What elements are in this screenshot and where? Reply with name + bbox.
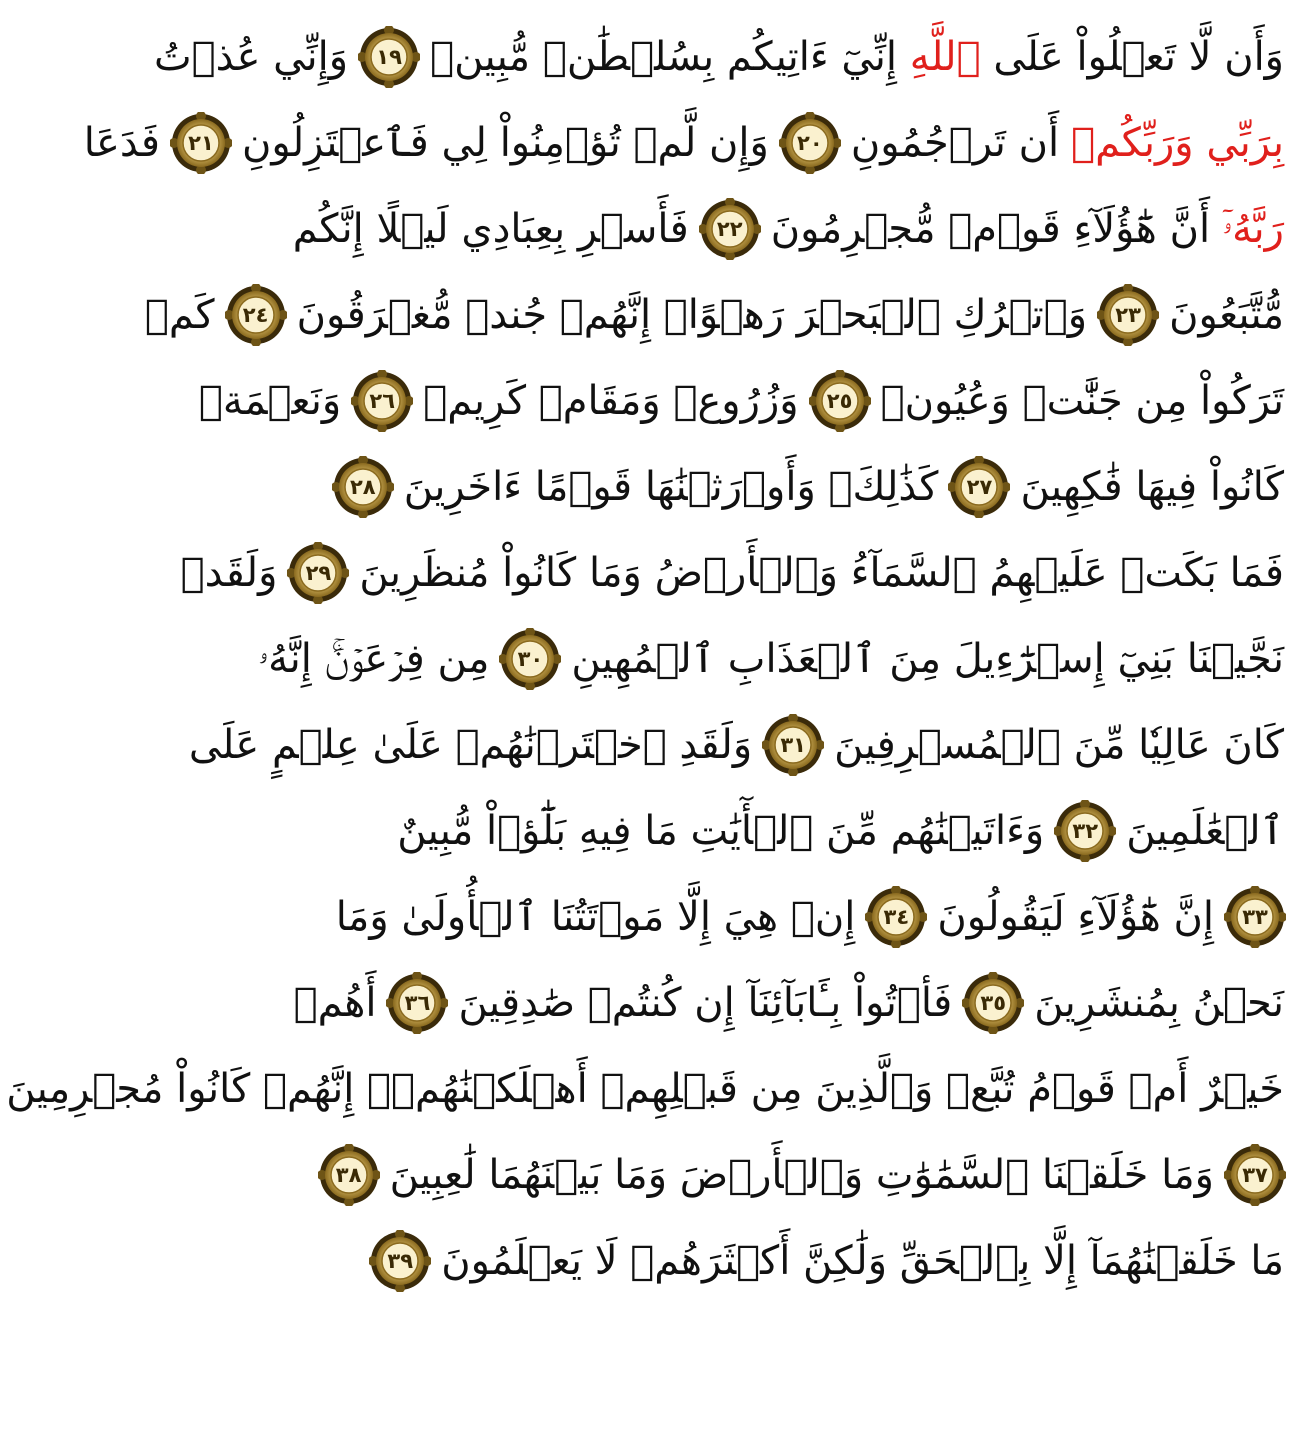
verse-text-27-start: وَنَعۡمَةٖ [198,378,342,424]
verse-text-red-rabbahu: رَبَّهُۥٓ [1222,206,1284,252]
verse-text-21: وَإِن لَّمۡ تُؤۡمِنُواْ لِي فَٱعۡتَزِلُونِ [241,120,769,166]
ayah-marker-36: ٣٦ [386,972,448,1034]
ayah-marker-19: ١٩ [358,26,420,88]
verse-text-28: كَذَٰلِكَۖ وَأَوۡرَثۡنَٰهَا قَوۡمًا ءَاخَرِينَ [403,464,939,510]
ayah-marker-29: ٢٩ [287,542,349,604]
verse-text-35-start: إِنۡ هِيَ إِلَّا مَوۡتَتُنَا ٱلۡأُولَىٰ وَمَا [335,894,856,940]
verse-text-33: وَءَاتَيۡنَٰهُم مِّنَ ٱلۡأٓيَٰتِ مَا فِيهِ بَلَٰٓؤٞاْ مُّبِينٌ [397,808,1045,854]
ayah-marker-24: ٢٤ [225,284,287,346]
verse-text-31-end: كَانَ عَالِيٗا مِّنَ ٱلۡمُسۡرِفِينَ [834,722,1284,768]
text-line-11 [335,874,1290,960]
divine-name: ٱللَّهِ [909,34,981,80]
verse-text-32-start: وَلَقَدِ ٱخۡتَرۡنَٰهُمۡ عَلَىٰ عِلۡمٍ عَلَى [188,722,753,768]
ayah-marker-38: ٣٨ [318,1144,380,1206]
text-line-1 [153,14,1290,100]
verse-text-23-start: فَأَسۡرِ بِعِبَادِي لَيۡلًا إِنَّكُم [292,206,689,252]
verse-text-30-start: وَلَقَدۡ [180,550,278,596]
verse-text-18-end: وَأَن لَّا تَعۡلُواْ عَلَى ٱللَّهِ إِنِّيٓ ءَاتِيكُم بِسُلۡطَٰنٖ مُّبِينٖ [430,34,1284,80]
verse-text-31-start: مِن فِرۡعَوۡنَۚ إِنَّهُۥ [258,636,490,682]
ayah-marker-22: ٢٢ [699,198,761,260]
verse-text-30-end: نَجَّيۡنَا بَنِيٓ إِسۡرَٰٓءِيلَ مِنَ ٱلۡعَذَابِ ٱلۡمُهِينِ [571,636,1284,682]
text-line-5 [198,358,1290,444]
verse-text-20-end: أَن تَرۡجُمُونِ [850,120,1060,166]
verse-text-39: مَا خَلَقۡنَٰهُمَآ إِلَّا بِٱلۡحَقِّ وَلَٰكِنَّ أَكۡثَرَهُمۡ لَا يَعۡلَمُونَ [441,1238,1284,1284]
verse-text-35-end: نَحۡنُ بِمُنشَرِينَ [1034,980,1284,1026]
text-line-13 [6,1046,1290,1132]
text-line-2 [83,100,1290,186]
ayah-marker-39: ٣٩ [369,1230,431,1292]
ayah-marker-21: ٢١ [170,112,232,174]
verse-text-23-end: مُّتَّبَعُونَ [1169,292,1284,338]
text-line-6 [349,444,1290,530]
verse-text-20-start: وَإِنِّي عُذۡتُ [153,34,349,80]
verse-text-25-start: كَمۡ [144,292,215,338]
verse-text-34: إِنَّ هَٰٓؤُلَآءِ لَيَقُولُونَ [937,894,1214,940]
text-line-10 [397,788,1290,874]
ayah-marker-26: ٢٦ [351,370,413,432]
verse-text-24: وَٱتۡرُكِ ٱلۡبَحۡرَ رَهۡوًاۖ إِنَّهُمۡ جُندٞ مُّغۡرَقُونَ [296,292,1088,338]
verse-text-29: فَمَا بَكَتۡ عَلَيۡهِمُ ٱلسَّمَآءُ وَٱلۡأَرۡضُ وَمَا كَانُواْ مُنظَرِينَ [359,550,1284,596]
ayah-marker-33: ٣٣ [1224,886,1286,948]
verse-text-37-start: أَهُمۡ [293,980,377,1026]
text-line-9 [188,702,1290,788]
verse-text-36: فَأۡتُواْ بِـَٔابَآئِنَآ إِن كُنتُمۡ صَٰدِقِينَ [458,980,953,1026]
ayah-marker-30: ٣٠ [499,628,561,690]
text-line-14 [335,1132,1290,1218]
ayah-marker-34: ٣٤ [865,886,927,948]
ayah-marker-27: ٢٧ [948,456,1010,518]
verse-text-25-end: تَرَكُواْ مِن جَنَّٰتٖ وَعُيُونٖ [880,378,1284,424]
ayah-marker-37: ٣٧ [1224,1144,1286,1206]
verse-text-27-end: كَانُواْ فِيهَا فَٰكِهِينَ [1020,464,1284,510]
text-line-8 [258,616,1290,702]
verse-text-22-start: فَدَعَا [83,120,160,166]
mushaf-page [6,0,1314,1437]
ayah-marker-31: ٣١ [762,714,824,776]
text-line-7 [180,530,1290,616]
verse-text-37-end: خَيۡرٌ أَمۡ قَوۡمُ تُبَّعٖ وَٱلَّذِينَ مِن قَبۡلِهِمۡ أَهۡلَكۡنَٰهُمۡۖ إِنَّهُمۡ كَانُواْ مُجۡرِمِينَ [6,1066,1284,1112]
ayah-marker-23: ٢٣ [1097,284,1159,346]
text-line-12 [293,960,1290,1046]
ayah-marker-20: ٢٠ [779,112,841,174]
verse-text-22-end: أَنَّ هَٰٓؤُلَآءِ قَوۡمٞ مُّجۡرِمُونَ [770,206,1211,252]
ayah-marker-35: ٣٥ [962,972,1024,1034]
text-line-3 [292,186,1290,272]
verse-text-38: وَمَا خَلَقۡنَا ٱلسَّمَٰوَٰتِ وَٱلۡأَرۡضَ وَمَا بَيۡنَهُمَا لَٰعِبِينَ [389,1152,1214,1198]
verse-text-32-end: ٱلۡعَٰلَمِينَ [1126,808,1284,854]
ayah-marker-25: ٢٥ [809,370,871,432]
verse-text-red-rabbi: بِرَبِّي وَرَبِّكُمۡ [1071,120,1284,166]
text-line-15 [387,1218,1290,1304]
ayah-marker-28: ٢٨ [332,456,394,518]
verse-text-26: وَزُرُوعٖ وَمَقَامٖ كَرِيمٖ [423,378,799,424]
text-line-4 [144,272,1290,358]
ayah-marker-32: ٣٢ [1054,800,1116,862]
